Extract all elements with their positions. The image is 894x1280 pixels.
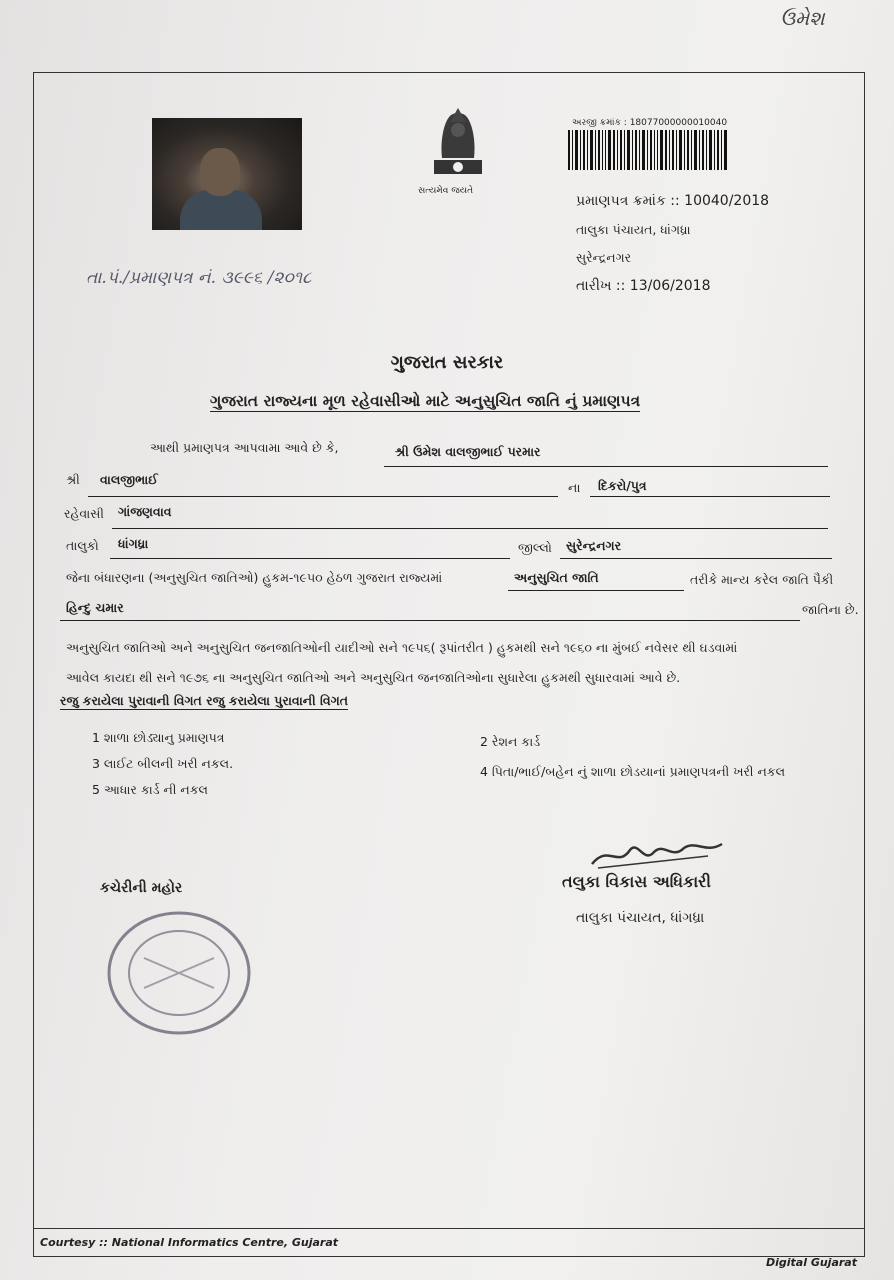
resident-label: રહેવાસી bbox=[64, 506, 104, 521]
document-item: 5 આધાર કાર્ડ ની નકલ bbox=[92, 782, 208, 797]
applicant-name: શ્રી ઉમેશ વાલજીભાઈ પરમાર bbox=[395, 444, 541, 459]
father-label: શ્રી bbox=[66, 472, 80, 487]
footer-courtesy: Courtesy :: National Informatics Centre, Gujarat bbox=[40, 1236, 339, 1249]
district-label: જીલ્લો bbox=[518, 540, 552, 555]
document-item: 1 શાળા છોડ્યાનુ પ્રમાણપત્ર bbox=[92, 730, 225, 745]
office-line-1: તાલુકા પંચાયત, ધાંગધ્રા bbox=[576, 222, 691, 237]
category-value: અનુસુચિત જાતિ bbox=[514, 570, 599, 585]
certificate-number: પ્રમાણપત્ર ક્રમાંક :: 10040/2018 bbox=[576, 193, 770, 209]
emblem-motto: સત્યમેવ જયતે bbox=[418, 186, 474, 196]
officer-office: તાલુકા પંચાયત, ધાંગધ્રા bbox=[576, 910, 705, 926]
certificate-title: ગુજરાત રાજ્યના મૂળ રહેવાસીઓ માટે અનુસુચિત જાતિ નું પ્રમાણપત્ર bbox=[210, 392, 641, 410]
barcode bbox=[568, 130, 728, 170]
taluka-value: ધાંગધ્રા bbox=[118, 536, 149, 551]
government-title: ગુજરાત સરકાર bbox=[390, 352, 504, 373]
ashoka-emblem-icon bbox=[420, 100, 496, 200]
footer-brand: Digital Gujarat bbox=[766, 1256, 857, 1269]
intro-label: આથી પ્રમાણપત્ર આપવામા આવે છે કે, bbox=[150, 440, 339, 455]
relation-value: દિકરો/પુત્ર bbox=[598, 478, 647, 493]
office-stamp-icon bbox=[104, 908, 254, 1038]
legal-paragraph-line2: આવેલ કાયદા થી સને ૧૯૭૬ ના અનુસુચિત જાતિઓ અને અનુસુચિત જનજાતિઓના સુધારેલા હુકમથી સુધારવામાં આવે છે. bbox=[66, 670, 681, 685]
recognized-text: તરીકે માન્ય કરેલ જાતિ પૈકી bbox=[690, 572, 834, 587]
father-name: વાલજીભાઈ bbox=[100, 472, 158, 487]
applicant-photo bbox=[152, 118, 302, 230]
document-item: 3 લાઈટ બીલની ખરી નકલ. bbox=[92, 756, 234, 771]
na-label: ના bbox=[568, 480, 581, 495]
district-value: સુરેન્દ્રનગર bbox=[566, 538, 622, 553]
documents-heading: રજુ કરાયેલા પુરાવાની વિગત રજુ કરાયેલા પુરાવાની વિગત bbox=[60, 693, 349, 708]
document-item: 2 રેશન કાર્ડ bbox=[480, 734, 541, 749]
application-number: અરજી ક્રમાંક : 18077000000010040 bbox=[572, 118, 728, 128]
officer-title: તલુકા વિકાસ અધિકારી bbox=[562, 872, 711, 891]
office-seal-label: કચેરીની મહોર bbox=[100, 880, 183, 896]
constitution-text: જેના બંધારણના (અનુસુચિત જાતિઓ) હુકમ-૧૯૫૦ હેઠળ ગુજરાત રાજ્યમાં bbox=[66, 570, 443, 585]
caste-value: હિન્દુ ચમાર bbox=[66, 600, 124, 615]
handwritten-reference: તા.પં./પ્રમાણપત્ર નં. ૩૯૯૬ /૨૦૧૮ bbox=[86, 268, 312, 288]
officer-signature-icon bbox=[588, 834, 728, 874]
certificate-date: તારીખ :: 13/06/2018 bbox=[576, 278, 711, 294]
handwritten-name-topright: ઉમેશ bbox=[780, 6, 825, 30]
resident-value: ગાંજણવાવ bbox=[118, 504, 172, 519]
office-line-2: સુરેન્દ્રનગર bbox=[576, 250, 632, 265]
certificate-border bbox=[33, 72, 865, 1257]
legal-paragraph-line1: અનુસુચિત જાતિઓ અને અનુસુચિત જનજાતિઓની યાદીઓ સને ૧૯૫૬( રૂપાંતરીત ) હુકમથી સને ૧૯૬૦ ના મુંબઈ નવેસર થી ઘડવામાં bbox=[66, 640, 738, 655]
document-item: 4 પિતા/ભાઈ/બહેન નું શાળા છોડયાનાં પ્રમાણપત્રની ખરી નકલ bbox=[480, 764, 786, 779]
taluka-label: તાલુકો bbox=[66, 538, 99, 553]
caste-suffix: જાતિના છે. bbox=[802, 602, 859, 617]
